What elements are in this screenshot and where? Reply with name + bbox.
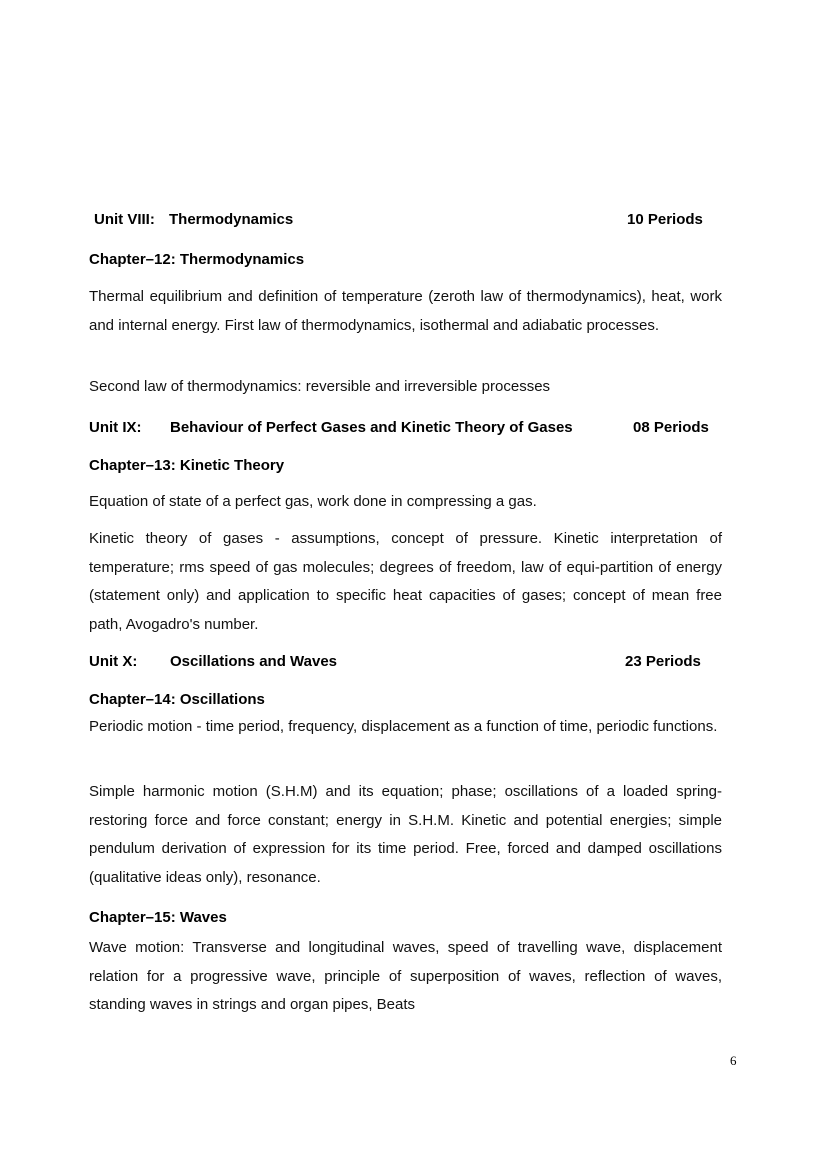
- page-number: 6: [730, 1053, 737, 1068]
- chapter-13-paragraph-2: Kinetic theory of gases - assumptions, concept of pressure. Kinetic interpretation of temperature; rms speed of gas molecules; degrees of freedom, law of equi-partition of energy (statement only) and application to specific heat capacities of gases; concept of mean free path, Avogadro's number.: [89, 530, 722, 633]
- unit-viii-label: Unit VIII:: [94, 211, 155, 228]
- chapter-13-heading: Chapter–13: Kinetic Theory: [89, 457, 285, 474]
- chapter-14-paragraph-2: Simple harmonic motion (S.H.M) and its equation; phase; oscillations of a loaded spring-restoring force and force constant; energy in S.H.M. Kinetic and potential energies; simple pendulum derivation of expression for its time period. Free, forced and damped oscillations (qualitative ideas only), resonance.: [89, 783, 722, 886]
- unit-x-periods: 23 Periods: [625, 653, 701, 670]
- chapter-12-paragraph-2: Second law of thermodynamics: reversible and irreversible processes: [89, 378, 551, 395]
- unit-ix-periods: 08 Periods: [633, 419, 709, 436]
- chapter-15-paragraph-1: Wave motion: Transverse and longitudinal waves, speed of travelling wave, displacement relation for a progressive wave, principle of superposition of waves, reflection of waves, standing waves in strings and organ pipes, Beats: [89, 939, 722, 1013]
- unit-viii-periods: 10 Periods: [627, 211, 703, 228]
- unit-ix-label: Unit IX:: [89, 419, 142, 436]
- chapter-14-paragraph-1: Periodic motion - time period, frequency, displacement as a function of time, periodic functions.: [89, 718, 718, 735]
- unit-x-label: Unit X:: [89, 653, 138, 670]
- unit-ix-title: Behaviour of Perfect Gases and Kinetic Theory of Gases: [170, 419, 573, 436]
- unit-viii-title: Thermodynamics: [169, 211, 294, 228]
- chapter-15-heading: Chapter–15: Waves: [89, 909, 227, 926]
- unit-x-title: Oscillations and Waves: [170, 653, 337, 670]
- chapter-12-heading: Chapter–12: Thermodynamics: [89, 251, 305, 268]
- chapter-12-paragraph-1: Thermal equilibrium and definition of temperature (zeroth law of thermodynamics), heat, work and internal energy. First law of thermodynamics, isothermal and adiabatic processes.: [89, 288, 722, 334]
- chapter-13-paragraph-1: Equation of state of a perfect gas, work done in compressing a gas.: [89, 493, 537, 510]
- chapter-14-heading: Chapter–14: Oscillations: [89, 691, 265, 708]
